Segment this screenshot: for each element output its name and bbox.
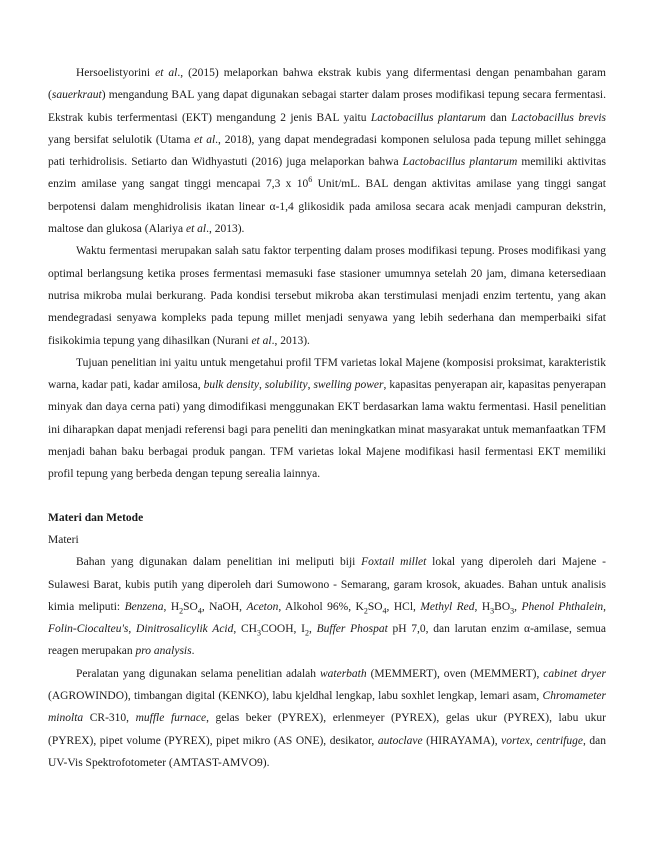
paragraph-fermentation-time: Waktu fermentasi merupakan salah satu faktor terpenting dalam proses modifikasi tepung. Proses modifikasi yang optimal berlangsung ketika proses fermentasi memasuki fase stasioner umumnya setelah 20 jam, dimana ketersediaan nutrisa mikroba mulai berkurang. Pada kondisi tersebut mikroba akan terstimulasi menjadi enzim tertentu, yang akan mendegradasi senyawa kompleks pada tepung millet menjadi senyawa yang lebih sederhana dan memperbaiki sifat fisikokimia tepung yang dihasilkan (Nurani et al., 2013). <box>48 245 606 347</box>
paragraph-materials: Bahan yang digunakan dalam penelitian ini meliputi biji Foxtail millet lokal yang diperoleh dari Majene - Sulawesi Barat, kubis putih yang diperoleh dari Sumowono - Semarang, garam krosok, akuades. Bahan untuk analisis kimia meliputi: Benzena, $H_2SO_4$, NaOH, Aceton, Alkohol 96%, $K_2SO_4$, HCl, Methyl Red, $H_3BO_3$, Phenol Phthalein, Folin-Ciocalteu's, Dinitrosalicylik Acid, $CH_3COOH$, $I_2$, Buffer Phospat pH 7,0, dan larutan enzim α-amilase, semua reagen merupakan pro analysis. <box>48 556 607 658</box>
section-spacer <box>48 486 606 507</box>
section-heading: Materi dan Metode <box>48 511 144 524</box>
page-body <box>48 62 606 774</box>
paragraph-research-aim: Tujuan penelitian ini yaitu untuk mengetahui profil TFM varietas lokal Majene (komposisi proksimat, karakteristik warna, kadar pati, kadar amilosa, bulk density, solubility, swelling power, kapasitas penyerapan air, kapasitas penyerapan minyak dan daya cerna pati) yang dimodifikasi menggunakan EKT berdasarkan lama waktu fermentasi. Hasil penelitian ini diharapkan dapat menjadi referensi bagi para peneliti dan meningkatkan minat masyarakat untuk memanfaatkan TFM menjadi bahan baku berbagai produk pangan. TFM varietas lokal Majene modifikasi hasil fermentasi EKT memiliki profil tepung yang berbeda dengan tepung serealia lainnya. <box>48 356 607 481</box>
section-subheading: Materi <box>48 533 79 546</box>
paragraph-sauerkraut-bal: Hersoelistyorini et al., (2015) melaporkan bahwa ekstrak kubis yang difermentasi dengan penambahan garam (sauerkraut) mengandung BAL yang dapat digunakan sebagai starter dalam proses modifikasi tepung secara fermentasi. Ekstrak kubis terfermentasi (EKT) mengandung 2 jenis BAL yaitu Lactobacillus plantarum dan Lactobacillus brevis yang bersifat selulotik (Utama et al., 2018), yang dapat mendegradasi komponen selulosa pada tepung millet sehingga pati terhidrolisis. Setiarto dan Widhyastuti (2016) juga melaporkan bahwa Lactobacillus plantarum memiliki aktivitas enzim amilase yang sangat tinggi mencapai 7,3 x $10^6$ Unit/mL. BAL dengan aktivitas amilase yang tinggi sangat berpotensi dalam menghidrolisis ikatan linear α-1,4 glikosidik pada amilosa secara acak menjadi campuran dekstrin, maltose dan glukosa (Alariya et al., 2013). <box>48 67 607 236</box>
paragraph-equipment: Peralatan yang digunakan selama penelitian adalah waterbath (MEMMERT), oven (MEMMERT), cabinet dryer (AGROWINDO), timbangan digital (KENKO), labu kjeldhal lengkap, labu soxhlet lengkap, lemari asam, Chromameter minolta CR-310, muffle furnace, gelas beker (PYREX), erlenmeyer (PYREX), gelas ukur (PYREX), labu ukur (PYREX), pipet volume (PYREX), pipet mikro (AS ONE), desikator, autoclave (HIRAYAMA), vortex, centrifuge, dan UV-Vis Spektrofotometer (AMTAST-AMVO9). <box>48 667 606 769</box>
